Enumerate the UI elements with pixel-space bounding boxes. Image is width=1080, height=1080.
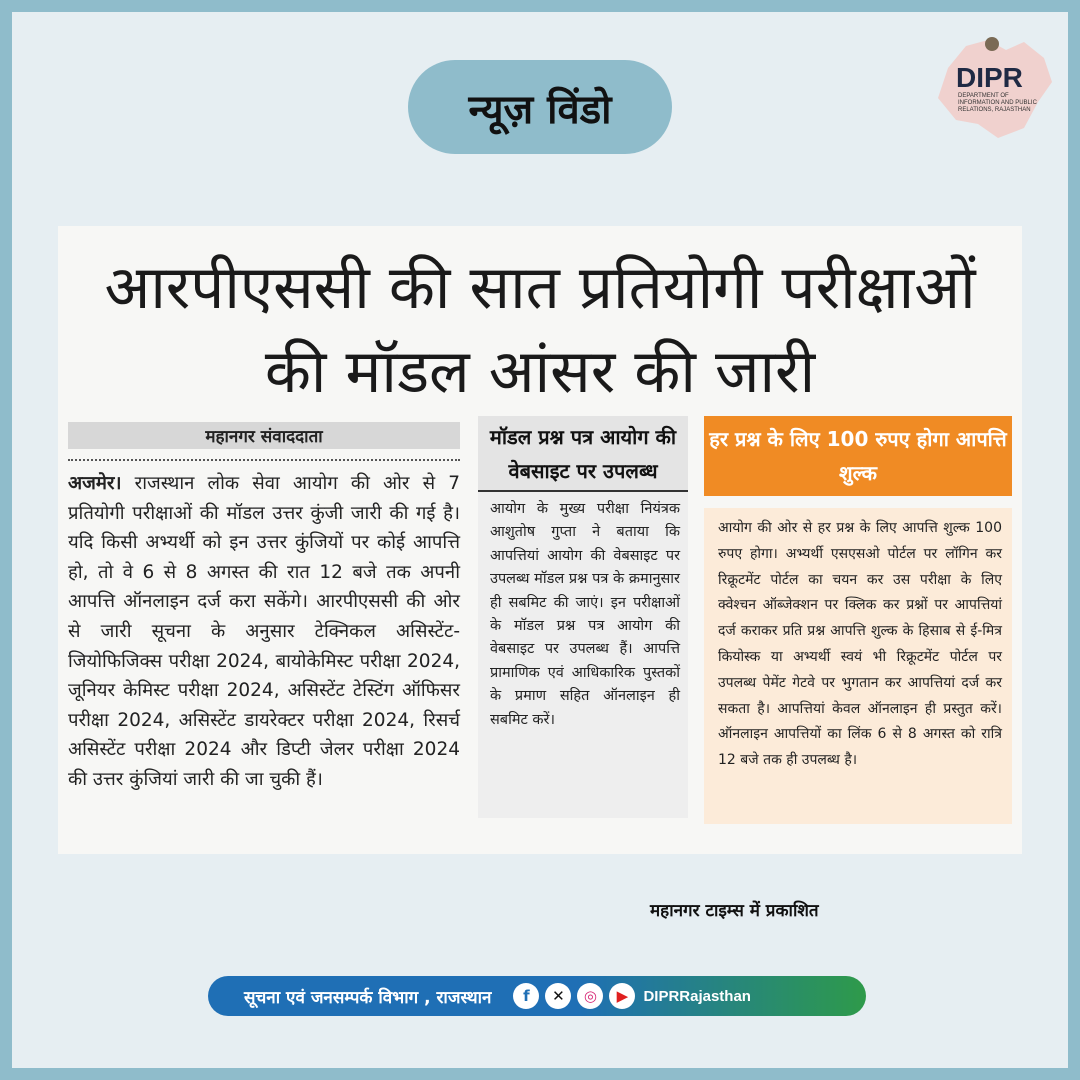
fee-box bbox=[704, 416, 1012, 824]
sidebar-heading: मॉडल प्रश्न पत्र आयोग की वेबसाइट पर उपलब्ध bbox=[478, 416, 688, 492]
facebook-icon[interactable]: f bbox=[513, 983, 539, 1009]
article-headline bbox=[58, 246, 1022, 414]
sidebar-column bbox=[478, 416, 688, 818]
x-icon[interactable]: ✕ bbox=[545, 983, 571, 1009]
dateline: अजमेर। bbox=[68, 473, 122, 494]
social-icons bbox=[513, 983, 635, 1009]
sidebar-body: आयोग के मुख्य परीक्षा नियंत्रक आशुतोष गुप्ता ने बताया कि आपत्तियां आयोग की वेबसाइट पर उपलब्ध मॉडल प्रश्न पत्र के क्रमानुसार ही सबमिट की जाएं। इन परीक्षाओं के मॉडल प्रश्न पत्र आयोग की वेबसाइट पर उपलब्ध हैं। आपत्ति प्रामाणिक एवं आधिकारिक पुस्तकों के प्रमाण सहित ऑनलाइन ही सबमिट करें। bbox=[478, 492, 688, 818]
main-body-text: राजस्थान लोक सेवा आयोग की ओर से 7 प्रतियोगी परीक्षाओं की मॉडल उत्तर कुंजी जारी की गई है। यदि किसी अभ्यर्थी को इन उत्तर कुंजियों पर कोई आपत्ति हो, तो वे 6 से 8 अगस्त की रात 12 बजे तक अपनी आपत्ति ऑनलाइन दर्ज करा सकेंगे। आरपीएससी की ओर से जारी सूचना के अनुसार टेक्निकल असिस्टेंट-जियोफिजिक्स परीक्षा 2024, बायोकेमिस्ट परीक्षा 2024, जूनियर केमिस्ट परीक्षा 2024, असिस्टेंट टेस्टिंग ऑफिसर परीक्षा 2024, असिस्टेंट डायरेक्टर परीक्षा 2024, रिसर्च असिस्टेंट परीक्षा 2024 और डिप्टी जेलर परीक्षा 2024 की उत्तर कुंजियां जारी की जा चुकी हैं। bbox=[68, 473, 460, 790]
fee-heading: हर प्रश्न के लिए 100 रुपए होगा आपत्ति शुल्क bbox=[704, 416, 1012, 496]
instagram-icon[interactable]: ◎ bbox=[577, 983, 603, 1009]
main-column bbox=[68, 422, 460, 795]
source-note: महानगर टाइम्स में प्रकाशित bbox=[650, 901, 819, 921]
department-name: सूचना एवं जनसम्पर्क विभाग , राजस्थान bbox=[244, 987, 492, 1008]
byline: महानगर संवाददाता bbox=[68, 422, 460, 449]
dotted-divider bbox=[68, 459, 460, 461]
dipr-logo-subtitle: DEPARTMENT OF INFORMATION AND PUBLIC RELATIONS, RAJASTHAN bbox=[958, 93, 1037, 113]
newspaper-clipping bbox=[58, 226, 1022, 854]
youtube-icon[interactable]: ▶ bbox=[609, 983, 635, 1009]
dipr-logo-text: DIPR bbox=[956, 62, 1023, 93]
main-body bbox=[68, 469, 460, 795]
fee-body: आयोग की ओर से हर प्रश्न के लिए आपत्ति शुल्क 100 रुपए होगा। अभ्यर्थी एसएसओ पोर्टल पर लॉगिन कर रिक्रूटमेंट पोर्टल का चयन कर उस परीक्षा के लिए क्वेश्चन ऑब्जेक्शन पर क्लिक कर प्रश्नों पर आपत्तियां दर्ज कराकर प्रति प्रश्न आपत्ति शुल्क के हिसाब से ई-मित्र कियोस्क या अभ्यर्थी स्वयं भी रिक्रूटमेंट पोर्टल पर उपलब्ध पेमेंट गेटवे पर भुगतान कर आपत्तियां दर्ज कर सकता है। आपत्तियां केवल ऑनलाइन ही प्रस्तुत करें। ऑनलाइन आपत्तियों का लिंक 6 से 8 अगस्त को रात्रि 12 बजे तक ही उपलब्ध है। bbox=[704, 508, 1012, 824]
headline-line-1: आरपीएससी की सात प्रतियोगी परीक्षाओं bbox=[104, 253, 976, 323]
news-window-title: न्यूज़ विंडो bbox=[408, 60, 672, 154]
social-handle[interactable]: DIPRRajasthan bbox=[643, 987, 751, 1005]
footer-bar bbox=[208, 976, 866, 1016]
headline-line-2: की मॉडल आंसर की जारी bbox=[264, 337, 816, 407]
